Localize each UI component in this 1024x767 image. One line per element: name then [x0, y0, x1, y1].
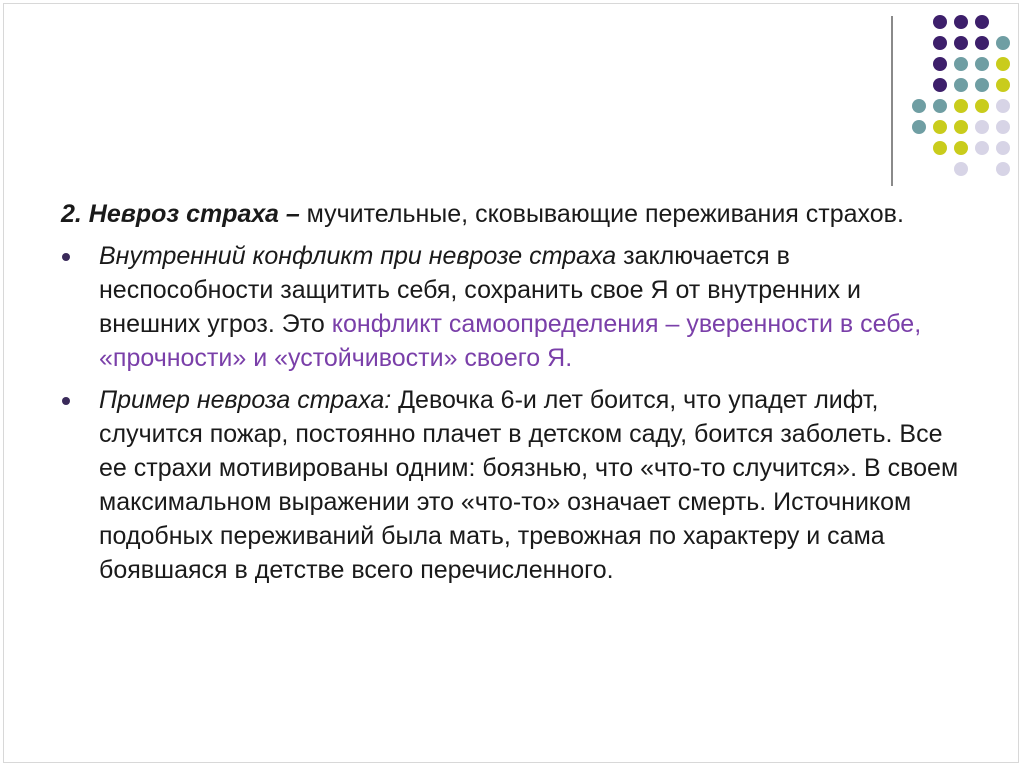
decorative-dot [954, 78, 968, 92]
heading-paragraph [61, 197, 966, 231]
decorative-dot [954, 36, 968, 50]
decorative-dot [933, 78, 947, 92]
heading-term: 2. Невроз страха – [61, 200, 300, 228]
bullet-icon [62, 397, 70, 405]
decorative-dot [975, 141, 989, 155]
decorative-dot [933, 141, 947, 155]
decorative-dot [954, 162, 968, 176]
decorative-dot [933, 120, 947, 134]
slide-content [61, 197, 966, 595]
decorative-dot [933, 57, 947, 71]
decorative-dot [996, 99, 1010, 113]
heading-definition: мучительные, сковывающие переживания страхов. [299, 200, 904, 228]
decorative-dot [954, 120, 968, 134]
decorative-dot [975, 78, 989, 92]
decorative-dot [975, 57, 989, 71]
decorative-dot [933, 36, 947, 50]
decorative-dot [975, 99, 989, 113]
bullet-icon [62, 253, 70, 261]
decorative-dot [996, 141, 1010, 155]
bullet-term: Пример невроза страха: [99, 386, 392, 414]
decorative-dot [996, 162, 1010, 176]
decorative-dot [954, 15, 968, 29]
decorative-dot [975, 36, 989, 50]
decorative-dot [975, 120, 989, 134]
bullet-item-example [61, 383, 966, 587]
decorative-dot [996, 36, 1010, 50]
bullet-term: Внутренний конфликт при неврозе страха [99, 242, 617, 270]
decorative-dot [933, 99, 947, 113]
decorative-dot [996, 120, 1010, 134]
bullet-text: заключается в неспособности защитить себя, сохранить свое Я от внутренних и внешних угроз. Это [99, 242, 862, 338]
decorative-dot [912, 120, 926, 134]
decorative-dot [912, 99, 926, 113]
bullet-item-conflict [61, 239, 966, 375]
bullet-highlight: конфликт самоопределения – уверенности в себе, «прочности» и «устойчивости» своего Я. [99, 310, 922, 372]
decorative-dot [975, 15, 989, 29]
decorative-dot [954, 141, 968, 155]
decorative-dot [954, 99, 968, 113]
decorative-dot-grid [900, 8, 1000, 168]
decorative-divider [891, 16, 893, 186]
decorative-dot [954, 57, 968, 71]
decorative-dot [996, 78, 1010, 92]
decorative-dot [933, 15, 947, 29]
decorative-dot [996, 57, 1010, 71]
bullet-text: Девочка 6-и лет боится, что упадет лифт, случится пожар, постоянно плачет в детском саду, боится заболеть. Все ее страхи мотивированы одним: боязнью, что «что-то случится». В своем максимальном выражении это «что-то» означает смерть. Источником подобных переживаний была мать, тревожная по характеру и сама боявшаяся в детстве всего перечисленного. [99, 386, 959, 584]
